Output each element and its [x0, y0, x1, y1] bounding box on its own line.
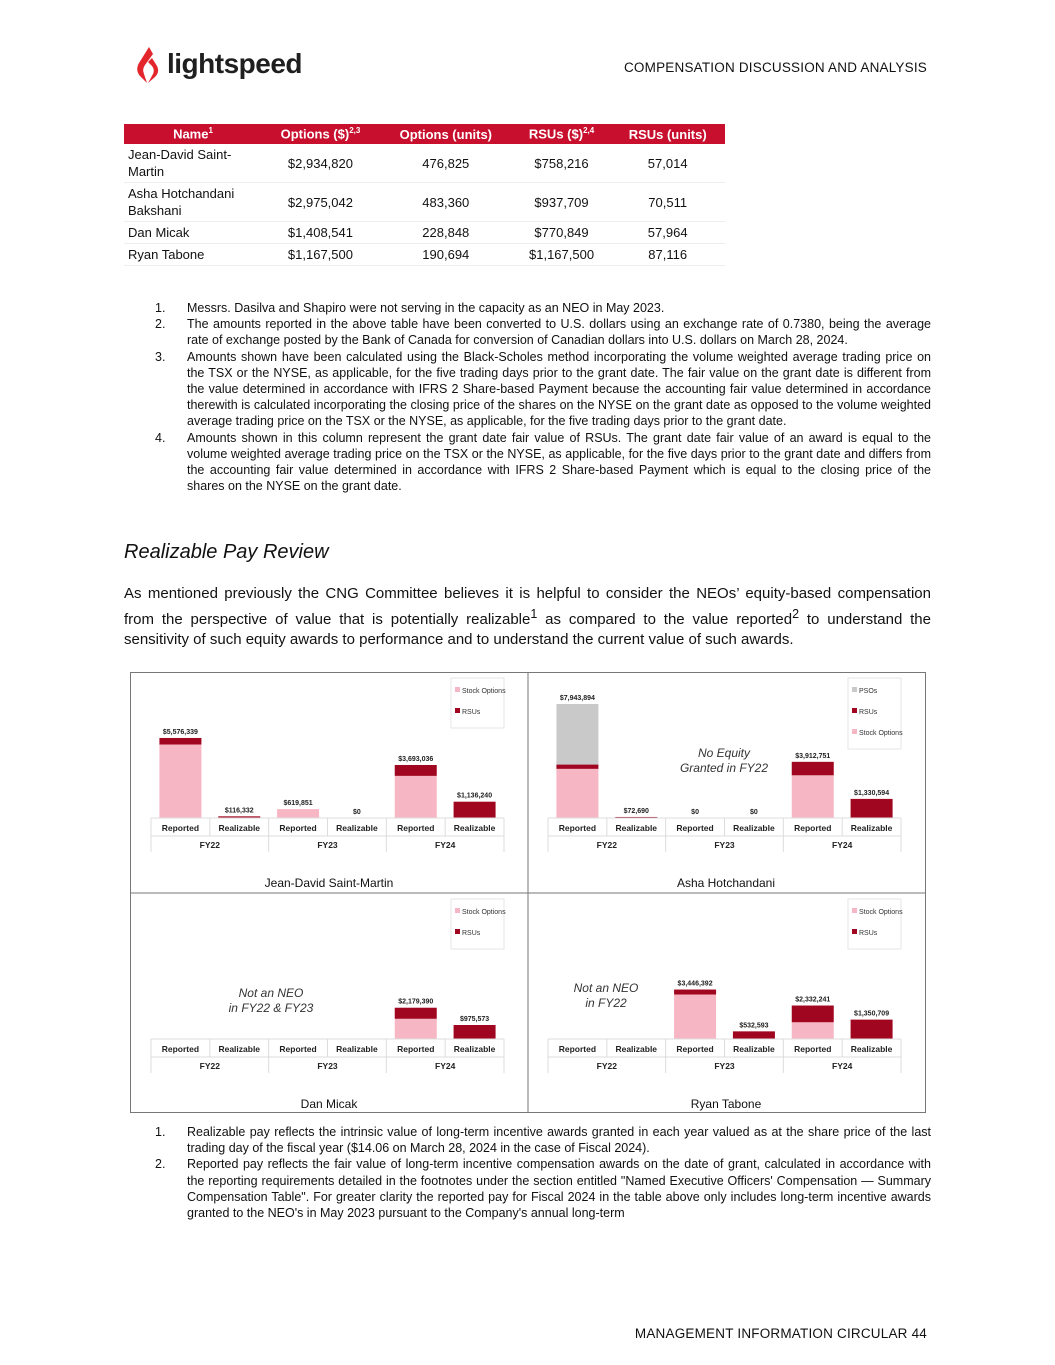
category-label: Reported — [676, 823, 714, 833]
chart-note: in FY22 — [585, 996, 627, 1010]
group-label: FY24 — [832, 1061, 853, 1071]
bar-segment — [556, 704, 598, 765]
lightspeed-logo — [135, 46, 305, 88]
bar-segment — [556, 765, 598, 769]
data-label: $3,446,392 — [677, 980, 713, 988]
brand-wordmark: lightspeed — [167, 48, 303, 79]
footnote: 1. Messrs. Dasilva and Shapiro were not serving in the capacity as an NEO in May 2023. — [155, 301, 665, 315]
category-label: Reported — [161, 823, 200, 833]
data-label: $619,851 — [283, 800, 313, 808]
column-header: RSUs (units) — [610, 124, 725, 144]
bar-segment — [792, 1022, 834, 1039]
chart-note: Granted in FY22 — [679, 761, 769, 775]
data-label: $7,943,894 — [559, 694, 595, 702]
data-label: $0 — [750, 809, 758, 816]
legend-label: Stock Options — [859, 730, 903, 737]
bar-segment — [395, 1008, 437, 1019]
bar-segment — [851, 799, 893, 818]
table-cell: 57,964 — [610, 222, 725, 244]
category-label: Reported — [397, 823, 435, 833]
category-label: Realizable — [336, 823, 378, 833]
category-label: Realizable — [218, 823, 261, 833]
category-label: Reported — [558, 823, 597, 833]
data-label: $116,332 — [224, 807, 254, 815]
group-label: FY22 — [199, 840, 220, 850]
table-cell: $2,934,820 — [262, 144, 379, 183]
category-label: Reported — [279, 1044, 317, 1054]
table-header-row — [124, 124, 725, 144]
data-label: $0 — [691, 809, 699, 816]
realizable-pay-charts — [130, 672, 926, 1113]
chart-title: Jean-David Saint-Martin — [264, 876, 394, 890]
bar-segment — [277, 809, 319, 818]
legend-label: RSUs — [859, 709, 878, 716]
legend-swatch — [455, 687, 460, 692]
data-label: $72,690 — [623, 807, 649, 815]
legend-swatch — [455, 708, 460, 713]
bar-segment — [159, 745, 201, 818]
data-label: $2,179,390 — [398, 998, 434, 1006]
chart-footnotes — [155, 1124, 931, 1221]
legend-box — [848, 899, 901, 949]
table-cell: 476,825 — [379, 144, 513, 183]
table-cell: 70,511 — [610, 183, 725, 222]
category-label: Reported — [397, 1044, 435, 1054]
table-cell: $2,975,042 — [262, 183, 379, 222]
legend-label: Stock Options — [859, 909, 903, 916]
bar-segment — [851, 1020, 893, 1039]
legend-label: RSUs — [462, 930, 481, 937]
bar-segment — [792, 1006, 834, 1023]
bar-segment — [395, 776, 437, 818]
bar-segment — [395, 765, 437, 776]
category-label: Reported — [794, 1044, 832, 1054]
footnote: 2. Reported pay reflects the fair value of long-term incentive compensation awards on the date of grant, calculated in accordance with the reporting requirements detailed in the footnotes under the section entitled "Named Executive Officers' Compensation — Summary Compensation Table". For greater clarity the reported pay for Fiscal 2024 in the table above only includes long-term incentive awards granted to the NEO's in May 2023 pursuant to the Company's annual long-term — [155, 1157, 931, 1221]
category-label: Realizable — [850, 1044, 893, 1054]
chart-note: No Equity — [697, 746, 751, 760]
table-cell: Asha Hotchandani Bakshani — [124, 183, 262, 222]
table-cell: 190,694 — [379, 244, 513, 266]
category-label: Reported — [161, 1044, 200, 1054]
category-label: Realizable — [733, 823, 775, 833]
chart-note: Not an NEO — [238, 986, 304, 1000]
category-label: Realizable — [733, 1044, 775, 1054]
column-header: Options (units) — [379, 124, 513, 144]
column-header: Name$^1$ — [124, 124, 262, 144]
section-title: COMPENSATION DISCUSSION AND ANALYSIS — [623, 60, 927, 75]
category-label: Reported — [279, 823, 317, 833]
table-cell: $770,849 — [513, 222, 611, 244]
table-cell: $937,709 — [513, 183, 611, 222]
bar-segment — [395, 1019, 437, 1039]
bar-segment — [674, 990, 716, 995]
table-cell: 228,848 — [379, 222, 513, 244]
legend-swatch — [852, 908, 857, 913]
legend-swatch — [455, 929, 460, 934]
data-label: $532,593 — [739, 1022, 769, 1030]
group-label: FY22 — [199, 1061, 220, 1071]
legend-box — [451, 678, 504, 728]
group-label: FY22 — [596, 1061, 617, 1071]
category-label: Realizable — [615, 823, 658, 833]
legend-box — [451, 899, 504, 949]
category-label: Reported — [794, 823, 832, 833]
table-footnotes — [155, 300, 931, 494]
table-cell: Ryan Tabone — [124, 244, 262, 266]
table-cell: $758,216 — [513, 144, 611, 183]
table-cell: Dan Micak — [124, 222, 262, 244]
legend-swatch — [852, 729, 857, 734]
legend-swatch — [455, 908, 460, 913]
table-cell: $1,408,541 — [262, 222, 379, 244]
bar-segment — [792, 762, 834, 775]
data-label: $0 — [353, 809, 361, 816]
group-label: FY24 — [832, 840, 853, 850]
data-label: $5,576,339 — [162, 728, 198, 736]
group-label: FY23 — [714, 1061, 735, 1071]
column-header: RSUs ($)$^{2,4}$ — [513, 124, 611, 144]
charts-svg — [131, 673, 925, 1112]
chart-note: Not an NEO — [573, 981, 639, 995]
legend-label: PSOs — [859, 688, 878, 695]
category-label: Realizable — [218, 1044, 261, 1054]
bar-segment — [159, 738, 201, 745]
footnote: 3. Amounts shown have been calculated using the Black-Scholes method incorporating the volume weighted average trading price on the TSX or the NYSE, as applicable, for the five trading days prior to the grant date. The fair value on the grant date is different from the value determined in accordance with IFRS 2 Share-based Payment because the accounting fair value determined in accordance therewith is calculated incorporating the closing price of the shares on the NYSE on the grant date as opposed to the volume weighted average trading price on the TSX or the NYSE, as applicable, for the five trading days prior to the grant date. — [155, 349, 931, 429]
group-label: FY23 — [317, 840, 338, 850]
legend-swatch — [852, 708, 857, 713]
category-label: Realizable — [615, 1044, 658, 1054]
data-label: $1,330,594 — [854, 789, 890, 797]
legend-label: RSUs — [859, 930, 878, 937]
footnote: 1. Realizable pay reflects the intrinsic value of long-term incentive awards granted in each year valued as at the share price of the last trading day of the fiscal year ($14.06 on March 28, 2024 in the case of Fiscal 2024). — [155, 1125, 931, 1156]
table-cell: 87,116 — [610, 244, 725, 266]
table-row — [124, 183, 725, 222]
group-label: FY24 — [435, 840, 456, 850]
group-label: FY24 — [435, 1061, 456, 1071]
equity-grants-table — [124, 124, 725, 266]
chart-title: Dan Micak — [300, 1097, 358, 1111]
intro-paragraph: As mentioned previously the CNG Committee believes it is helpful to consider the NEOs’ equity-based compensation from the perspective of value that is potentially realizable$^1$ as compared to the value reported$^2$ to understand the sensitivity of such equity awards to performance and to understand the current value of such awards. — [124, 585, 931, 648]
column-header: Options ($)$^{2,3}$ — [262, 124, 379, 144]
data-label: $1,350,709 — [854, 1010, 890, 1018]
category-label: Reported — [558, 1044, 597, 1054]
legend-label: RSUs — [462, 709, 481, 716]
data-label: $3,693,036 — [398, 755, 434, 763]
data-label: $975,573 — [459, 1015, 490, 1023]
group-label: FY23 — [317, 1061, 338, 1071]
legend-swatch — [852, 687, 857, 692]
bar-segment — [792, 775, 834, 818]
bar-segment — [556, 769, 598, 818]
table-cell: Jean-David Saint-Martin — [124, 144, 262, 183]
chart-title: Asha Hotchandani — [676, 876, 776, 890]
bar-segment — [454, 802, 496, 818]
legend-swatch — [852, 929, 857, 934]
data-label: $3,912,751 — [795, 752, 831, 760]
table-row — [124, 144, 725, 183]
page-footer: MANAGEMENT INFORMATION CIRCULAR 44 — [634, 1326, 927, 1341]
legend-label: Stock Options — [462, 688, 506, 695]
footnote: 2. The amounts reported in the above table have been converted to U.S. dollars using an exchange rate of 0.7380, being the average rate of exchange posted by the Bank of Canada for conversion of Canadian dollars into U.S. dollars on March 28, 2024. — [155, 317, 931, 348]
bar-segment — [733, 1031, 775, 1039]
table-row — [124, 222, 725, 244]
chart-title: Ryan Tabone — [690, 1097, 762, 1111]
table-row — [124, 244, 725, 266]
data-label: $2,332,241 — [795, 996, 831, 1004]
chart-note: in FY22 & FY23 — [228, 1001, 314, 1015]
flame-icon — [135, 46, 161, 84]
data-label: $1,136,240 — [457, 792, 493, 800]
table-cell: $1,167,500 — [513, 244, 611, 266]
legend-label: Stock Options — [462, 909, 506, 916]
table-cell: $1,167,500 — [262, 244, 379, 266]
category-label: Realizable — [850, 823, 893, 833]
category-label: Reported — [676, 1044, 714, 1054]
category-label: Realizable — [336, 1044, 378, 1054]
bar-segment — [454, 1025, 496, 1039]
group-label: FY23 — [714, 840, 735, 850]
table-cell: 57,014 — [610, 144, 725, 183]
section-heading: Realizable Pay Review — [124, 541, 329, 563]
category-label: Realizable — [453, 823, 496, 833]
bar-segment — [674, 995, 716, 1039]
footnote: 4. Amounts shown in this column represent the grant date fair value of RSUs. The grant date fair value of an award is equal to the volume weighted average trading price on the TSX or the NYSE, as applicable, for the five days prior to the grant date and differs from the accounting fair value determined in accordance with IFRS 2 Share-based Payment which is equal to the closing price of the shares on the NYSE on the grant date. — [155, 430, 931, 494]
table-cell: 483,360 — [379, 183, 513, 222]
category-label: Realizable — [453, 1044, 496, 1054]
group-label: FY22 — [596, 840, 617, 850]
